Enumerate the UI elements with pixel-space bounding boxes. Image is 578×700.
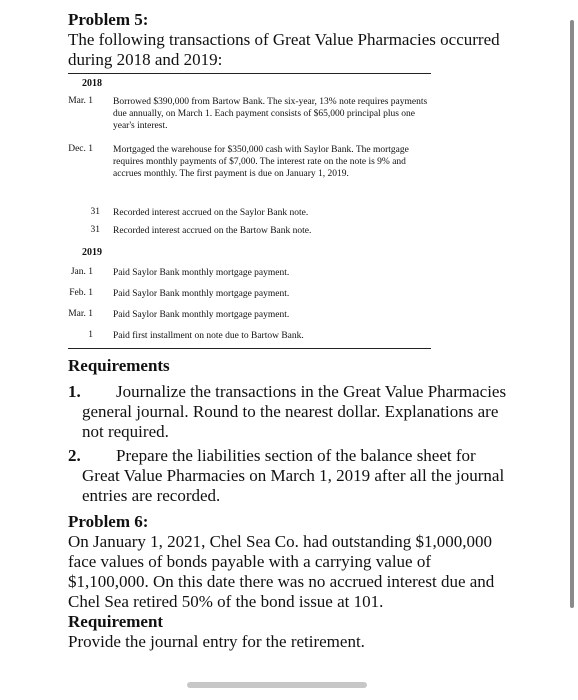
tx-text: Paid Saylor Bank monthly mortgage payment.	[113, 310, 290, 320]
tx-date: Mar. 1	[68, 309, 93, 319]
table-bottom-rule	[68, 348, 431, 349]
problem6-requirement-title: Requirement	[68, 612, 164, 631]
problem6-title: Problem 6:	[68, 512, 149, 531]
requirement-text: Prepare the liabilities section of the balance sheet for Great Value Pharmacies on March 1, 2019 after all the journal entries are recorded.	[82, 446, 505, 505]
tx-text: Paid Saylor Bank monthly mortgage payment.	[113, 289, 290, 299]
requirement-number: 1.	[68, 382, 81, 401]
requirements-title: Requirements	[68, 356, 170, 375]
problem5-intro: The following transactions of Great Value Pharmacies occurred during 2018 and 2019:	[68, 30, 500, 69]
problem5-title: Problem 5:	[68, 10, 149, 29]
tx-text: Mortgaged the warehouse for $350,000 cash with Saylor Bank. The mortgage requires monthly payments of $7,000. The interest rate on the note is 9% and accrues monthly. The first payment is due on January 1, 2019.	[113, 145, 409, 179]
tx-date: 31	[90, 225, 100, 235]
problem6-text: On January 1, 2021, Chel Sea Co. had outstanding $1,000,000 face values of bonds payable with a carrying value of $1,100,000. On this date there was no accrued interest due and Chel Sea retired 50% of the bond issue at 101.	[68, 532, 495, 611]
tx-date: Jan. 1	[70, 267, 93, 277]
tx-text: Paid Saylor Bank monthly mortgage payment.	[113, 268, 290, 278]
tx-text: Recorded interest accrued on the Saylor Bank note.	[113, 208, 309, 218]
tx-date: Mar. 1	[68, 96, 93, 106]
year-2019: 2019	[82, 247, 102, 258]
tx-date: Dec. 1	[68, 144, 93, 154]
problem6-requirement-text: Provide the journal entry for the retirement.	[68, 632, 365, 651]
horizontal-scrollbar[interactable]	[187, 682, 367, 688]
tx-date: Feb. 1	[69, 288, 93, 298]
tx-text: Borrowed $390,000 from Bartow Bank. The six-year, 13% note requires payments due annually, on March 1. Each payment consists of $65,000 principal plus one year's interest.	[113, 97, 428, 131]
tx-date: 1	[88, 330, 93, 340]
tx-text: Paid first installment on note due to Bartow Bank.	[113, 331, 304, 341]
vertical-scrollbar[interactable]	[570, 20, 574, 608]
year-2018: 2018	[82, 78, 102, 89]
requirement-text: Journalize the transactions in the Great Value Pharmacies general journal. Round to the nearest dollar. Explanations are not required.	[82, 382, 507, 441]
tx-date: 31	[90, 207, 100, 217]
tx-text: Recorded interest accrued on the Bartow Bank note.	[113, 226, 312, 236]
table-top-rule	[68, 73, 431, 74]
requirement-number: 2.	[68, 446, 81, 465]
